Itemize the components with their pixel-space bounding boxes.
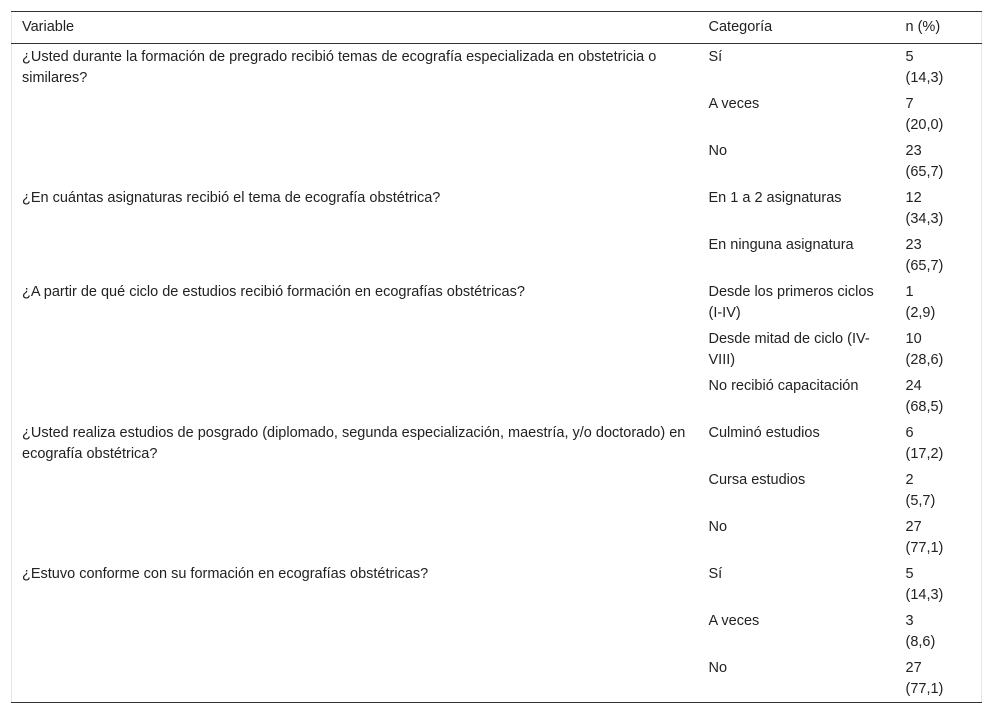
cell-categoria: Desde los primeros ciclos (I-IV) (708, 284, 874, 321)
table-row (12, 185, 982, 232)
header-variable: Variable (12, 12, 699, 44)
cell-categoria: Sí (708, 49, 723, 65)
cell-n-percent (896, 467, 982, 514)
cell-categoria: Sí (708, 566, 723, 582)
cell-n-percent (896, 185, 982, 232)
cell-variable: ¿En cuántas asignaturas recibió el tema de ecografía obstétrica? (22, 190, 441, 206)
cell-categoria: A veces (708, 613, 760, 629)
cell-categoria: Culminó estudios (708, 425, 820, 441)
cell-n-percent (896, 655, 982, 703)
table-row (12, 232, 982, 279)
table-row (12, 467, 982, 514)
cell-count: 5 (905, 566, 914, 582)
cell-categoria: A veces (708, 96, 760, 112)
cell-n-percent (896, 232, 982, 279)
cell-count: 12 (905, 190, 922, 206)
cell-percent: (77,1) (905, 540, 944, 556)
cell-variable (12, 373, 699, 420)
cell-categoria: No (708, 143, 728, 159)
cell-categoria: No (699, 655, 896, 703)
table-row (12, 91, 982, 138)
cell-count: 23 (905, 143, 922, 159)
results-table (11, 11, 982, 703)
cell-variable (12, 232, 699, 279)
cell-n-percent (896, 138, 982, 185)
cell-percent: (14,3) (905, 70, 944, 86)
cell-n-percent (896, 373, 982, 420)
cell-count: 7 (905, 96, 914, 112)
table-row (12, 655, 982, 703)
table-row (12, 44, 982, 92)
cell-count: 23 (905, 237, 922, 253)
cell-percent: (20,0) (905, 117, 944, 133)
cell-variable (12, 514, 699, 561)
cell-variable (12, 608, 699, 655)
cell-count: 27 (905, 660, 922, 676)
cell-n-percent (896, 91, 982, 138)
cell-categoria: Cursa estudios (708, 472, 806, 488)
cell-categoria: No (708, 519, 728, 535)
cell-variable (12, 655, 699, 703)
cell-count: 10 (905, 331, 922, 347)
cell-percent: (34,3) (905, 211, 944, 227)
cell-variable: ¿Usted realiza estudios de posgrado (diplomado, segunda especialización, maestría, y/o doctorado) en ecografía obstétrica? (22, 425, 686, 462)
cell-percent: (65,7) (905, 164, 944, 180)
table-row (12, 326, 982, 373)
table-row (12, 561, 982, 608)
header-row (12, 12, 982, 44)
cell-percent: (65,7) (905, 258, 944, 274)
cell-n-percent (896, 420, 982, 467)
cell-percent: (8,6) (905, 634, 936, 650)
cell-variable (12, 326, 699, 373)
cell-percent: (17,2) (905, 446, 944, 462)
cell-percent: (14,3) (905, 587, 944, 603)
header-categoria: Categoría (699, 12, 896, 44)
cell-n-percent (896, 326, 982, 373)
cell-percent: (28,6) (905, 352, 944, 368)
cell-n-percent (896, 44, 982, 92)
table-row (12, 279, 982, 326)
cell-count: 27 (905, 519, 922, 535)
cell-categoria: En 1 a 2 asignaturas (708, 190, 842, 206)
cell-n-percent (896, 514, 982, 561)
cell-variable (12, 91, 699, 138)
cell-count: 2 (905, 472, 914, 488)
cell-categoria: No recibió capacitación (708, 378, 859, 394)
cell-variable: ¿Usted durante la formación de pregrado recibió temas de ecografía especializada en obstetricia o similares? (22, 49, 657, 86)
cell-categoria: Desde mitad de ciclo (IV-VIII) (708, 331, 870, 368)
table-row (12, 373, 982, 420)
results-table-container (11, 11, 981, 703)
cell-n-percent (896, 279, 982, 326)
cell-variable: ¿A partir de qué ciclo de estudios recibió formación en ecografías obstétricas? (22, 284, 525, 300)
header-n-percent: n (%) (896, 12, 982, 44)
cell-n-percent (896, 608, 982, 655)
cell-categoria: En ninguna asignatura (708, 237, 854, 253)
cell-count: 1 (905, 284, 914, 300)
table-row (12, 138, 982, 185)
cell-count: 5 (905, 49, 914, 65)
cell-percent: (5,7) (905, 493, 936, 509)
cell-count: 3 (905, 613, 914, 629)
cell-count: 24 (905, 378, 922, 394)
cell-count: 6 (905, 425, 914, 441)
table-row (12, 608, 982, 655)
cell-percent: (77,1) (905, 681, 944, 697)
cell-percent: (68,5) (905, 399, 944, 415)
cell-variable: ¿Estuvo conforme con su formación en ecografías obstétricas? (22, 566, 429, 582)
cell-variable (12, 467, 699, 514)
cell-variable (12, 138, 699, 185)
cell-percent: (2,9) (905, 305, 936, 321)
table-body (12, 44, 982, 703)
table-row (12, 514, 982, 561)
cell-n-percent (896, 561, 982, 608)
table-row (12, 420, 982, 467)
